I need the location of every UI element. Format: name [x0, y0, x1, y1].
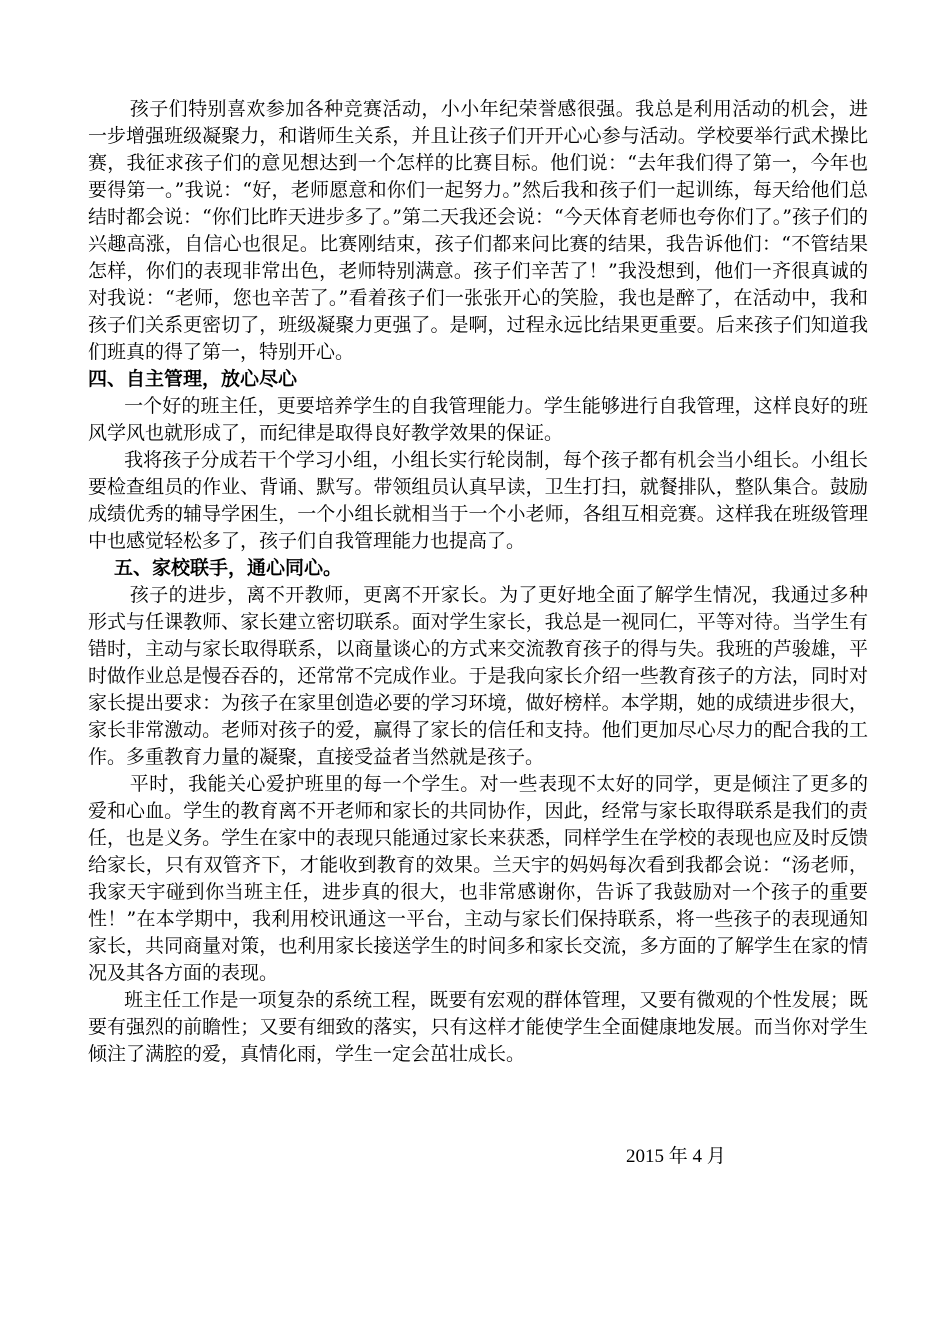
paragraph-competition: 孩子们特别喜欢参加各种竞赛活动，小小年纪荣誉感很强。我总是利用活动的机会，进一步增强班级凝聚力，和谐师生关系，并且让孩子们开开心心参与活动。学校要举行武术操比赛，我征求孩子们的意见想达到一个怎样的比赛目标。他们说：“去年我们得了第一，今年也要得第一。”我说：“好，老师愿意和你们一起努力。”然后我和孩子们一起训练，每天给他们总结时都会说：“你们比昨天进步多了。”第二天我还会说：“今天体育老师也夸你们了。”孩子们的兴趣高涨，自信心也很足。比赛刚结束，孩子们都来问比赛的结果，我告诉他们：“不管结果怎样，你们的表现非常出色，老师特别满意。孩子们辛苦了！”我没想到，他们一齐很真诚的对我说：“老师，您也辛苦了。”看着孩子们一张张开心的笑脸，我也是醉了，在活动中，我和孩子们关系更密切了，班级凝聚力更强了。是啊，过程永远比结果更重要。后来孩子们知道我们班真的得了第一，特别开心。 [88, 98, 868, 363]
paragraph-conclusion: 班主任工作是一项复杂的系统工程，既要有宏观的群体管理，又要有微观的个性发展；既要有强烈的前瞻性；又要有细致的落实，只有这样才能使学生全面健康地发展。而当你对学生倾注了满腔的爱，真情化雨，学生一定会茁壮成长。 [88, 989, 868, 1065]
document-date: 2015 年 4 月 [626, 1146, 726, 1167]
paragraph-care-students: 平时，我能关心爱护班里的每一个学生。对一些表现不太好的同学，更是倾注了更多的爱和心血。学生的教育离不开老师和家长的共同协作，因此，经常与家长取得联系是我们的责任，也是义务。学生在家中的表现只能通过家长来获悉，同样学生在学校的表现也应及时反馈给家长，只有双管齐下，才能收到教育的效果。兰天宇的妈妈每次看到我都会说：“汤老师，我家天宇碰到你当班主任，进步真的很大，也非常感谢你，告诉了我鼓励对一个孩子的重要性！”在本学期中，我利用校讯通这一平台，主动与家长们保持联系，将一些孩子的表现通知家长，共同商量对策，也利用家长接送学生的时间多和家长交流，多方面的了解学生在家的情况及其各方面的表现。 [88, 773, 868, 984]
paragraph-self-management: 一个好的班主任，更要培养学生的自我管理能力。学生能够进行自我管理，这样良好的班风学风也就形成了，而纪律是取得良好教学效果的保证。 [88, 395, 868, 444]
paragraph-study-groups: 我将孩子分成若干个学习小组，小组长实行轮岗制，每个孩子都有机会当小组长。小组长要检查组员的作业、背诵、默写。带领组员认真早读，卫生打扫，就餐排队，整队集合。鼓励成绩优秀的辅导学困生，一个小组长就相当于一个小老师，各组互相竞赛。这样我在班级管理中也感觉轻松多了，孩子们自我管理能力也提高了。 [88, 449, 868, 552]
document-body [88, 96, 868, 1068]
paragraph-home-school: 孩子的进步，离不开教师，更离不开家长。为了更好地全面了解学生情况，我通过多种形式与任课教师、家长建立密切联系。面对学生家长，我总是一视同仁，平等对待。当学生有错时，主动与家长取得联系，以商量谈心的方式来交流教育孩子的得与失。我班的芦骏雄，平时做作业总是慢吞吞的，还常常不完成作业。于是我向家长介绍一些教育孩子的方法，同时对家长提出要求：为孩子在家里创造必要的学习环境，做好榜样。本学期，她的成绩进步很大，家长非常激动。老师对孩子的爱，赢得了家长的信任和支持。他们更加尽心尽力的配合我的工作。多重教育力量的凝聚，直接受益者当然就是孩子。 [88, 584, 868, 768]
section-heading-five: 五、家校联手，通心同心。 [114, 557, 343, 579]
section-heading-four: 四、自主管理，放心尽心 [88, 368, 298, 390]
